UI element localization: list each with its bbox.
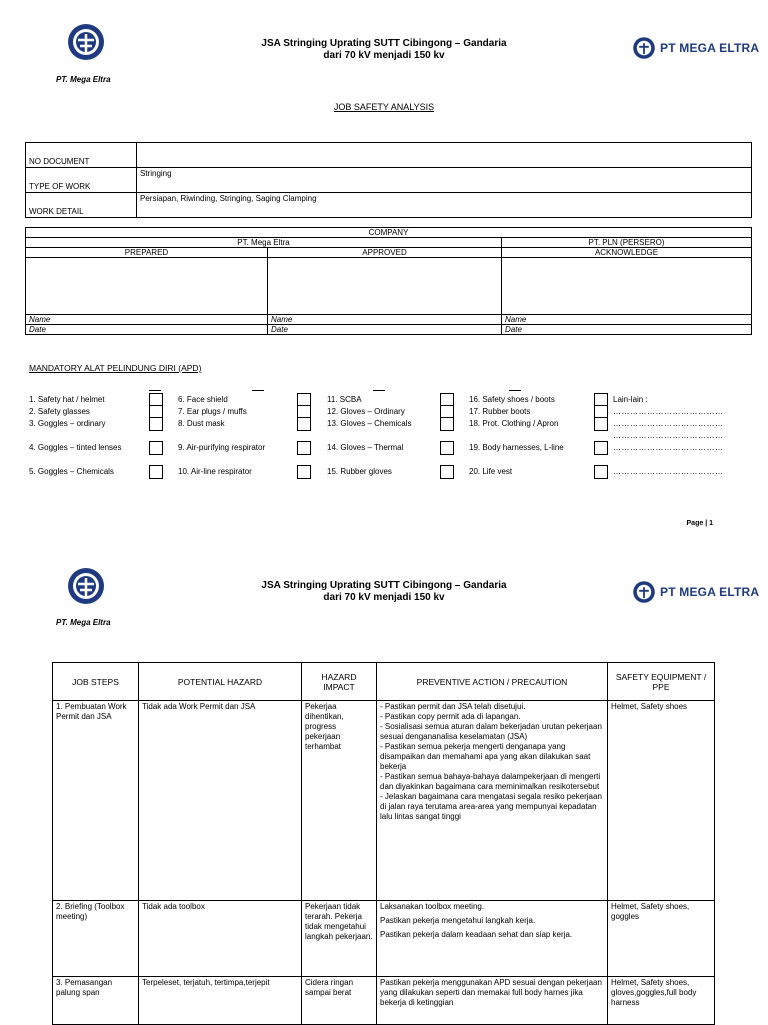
acknowledge-label: ACKNOWLEDGE	[502, 248, 752, 258]
apd-checkbox[interactable]	[440, 417, 454, 431]
info-label: WORK DETAIL	[26, 193, 137, 218]
document-title: JOB SAFETY ANALYSIS	[333, 102, 435, 112]
preventive-action: - Pastikan permit dan JSA telah disetujui. - Pastikan copy permit ada di lapangan. - Sosialisasi semua aturan dalam bekerjadan urutan pekerjaan sesuai dengananalisa keselamatan (JSA) - Pastikan semua pekerja mengerti denganapa yang disampaikan dan memahami apa yang akan dilakukan saat bekerja - Pastikan semua bahaya-bahaya dalampekerjaan di mengerti dan diyakinkan bagaimana cara meminimalkan resikotersebut - Jelaskan bagaimana cara mengatasi segala resiko pekerjaan di jalan raya terutama area-area yang mempunyai kepadatan lalu lintas sangat tinggi	[377, 701, 608, 901]
info-value: Stringing	[137, 168, 752, 193]
apd-other-line[interactable]: …………………………………	[613, 407, 724, 416]
apd-other-line[interactable]: …………………………………	[613, 443, 724, 452]
apd-item: 13. Gloves – Chemicals	[327, 419, 412, 428]
job-step: 3. Pemasangan palung span	[53, 977, 139, 1025]
apd-item: 19. Body harnesses, L-line	[469, 443, 564, 452]
apd-item: 1. Safety hat / helmet	[29, 395, 105, 404]
page-title: JSA Stringing Uprating SUTT Cibingong – Gandaria dari 70 kV menjadi 150 kv	[261, 38, 507, 61]
apd-checkbox[interactable]	[149, 465, 163, 479]
ppe: Helmet, Safety shoes	[608, 701, 715, 901]
left-company: PT. Mega Eltra	[26, 238, 502, 248]
ppe: Helmet, Safety shoes, gloves,goggles,full body harness	[608, 977, 715, 1025]
apd-checkbox[interactable]	[440, 441, 454, 455]
acknowledge-name: Name	[502, 315, 752, 325]
apd-other-line[interactable]: …………………………………	[613, 467, 724, 476]
preventive-action: Laksanakan toolbox meeting. Pastikan pekerja mengetahui langkah kerja. Pastikan pekerja dalam keadaan sehat dan siap kerja.	[377, 901, 608, 977]
info-label: TYPE OF WORK	[26, 168, 137, 193]
apd-item: 14. Gloves – Thermal	[327, 443, 404, 452]
apd-other-line[interactable]: …………………………………	[613, 431, 724, 440]
apd-item: 2. Safety glasses	[29, 407, 90, 416]
apd-title: MANDATORY ALAT PELINDUNG DIRI (APD)	[29, 363, 202, 373]
apd-checkbox[interactable]	[297, 441, 311, 455]
table-row	[53, 901, 715, 977]
jsa-table	[52, 662, 715, 1025]
ppe: Helmet, Safety shoes, goggles	[608, 901, 715, 977]
info-row-type	[26, 168, 752, 193]
potential-hazard: Tidak ada Work Permit dan JSA	[139, 701, 302, 901]
apd-item: 8. Dust mask	[178, 419, 225, 428]
company-caption: PT. Mega Eltra	[56, 618, 111, 627]
apd-checkbox[interactable]	[594, 465, 608, 479]
job-step: 2. Briefing (Toolbox meeting)	[53, 901, 139, 977]
hazard-impact: Pekerjaan tidak terarah. Pekerja tidak mengetahui langkah pekerjaan.	[302, 901, 377, 977]
approved-signature[interactable]	[268, 258, 502, 315]
preventive-action: Pastikan pekerja menggunakan APD sesuai dengan pekerjaan yang dilakukan seperti dan memakai full body harnes jika bekerja di ketinggian	[377, 977, 608, 1025]
col-header: POTENTIAL HAZARD	[139, 663, 302, 701]
apd-item: 18. Prot. Clothing / Apron	[469, 419, 559, 428]
apd-item: 11. SCBA	[327, 395, 362, 404]
apd-item: 6. Face shield	[178, 395, 228, 404]
company-caption: PT. Mega Eltra	[56, 75, 111, 84]
apd-item: 17. Rubber boots	[469, 407, 531, 416]
approved-date: Date	[268, 325, 502, 335]
approved-label: APPROVED	[268, 248, 502, 258]
apd-item: 10. Air-line respirator	[178, 467, 252, 476]
table-row	[53, 977, 715, 1025]
apd-item: 4. Goggles – tinted lenses	[29, 443, 122, 452]
prepared-date: Date	[26, 325, 268, 335]
acknowledge-signature[interactable]	[502, 258, 752, 315]
hazard-impact: Cidera ringan sampai berat	[302, 977, 377, 1025]
right-company: PT. PLN (PERSERO)	[502, 238, 752, 248]
page-title: JSA Stringing Uprating SUTT Cibingong – Gandaria dari 70 kV menjadi 150 kv	[261, 580, 507, 603]
info-value	[137, 143, 752, 168]
apd-checkbox[interactable]	[594, 441, 608, 455]
apd-item: 20. Life vest	[469, 467, 513, 476]
apd-checkbox[interactable]	[149, 417, 163, 431]
apd-other-label: Lain-lain :	[613, 395, 648, 404]
apd-item: 16. Safety shoes / boots	[469, 395, 555, 404]
apd-item: 3. Goggles – ordinary	[29, 419, 106, 428]
col-header: SAFETY EQUIPMENT / PPE	[608, 663, 715, 701]
potential-hazard: Terpeleset, terjatuh, tertimpa,terjepit	[139, 977, 302, 1025]
apd-other-line[interactable]: …………………………………	[613, 419, 724, 428]
col-header: JOB STEPS	[53, 663, 139, 701]
signoff-table	[25, 227, 752, 335]
apd-checkbox[interactable]	[440, 465, 454, 479]
table-row	[53, 701, 715, 901]
col-header: HAZARD IMPACT	[302, 663, 377, 701]
job-step: 1. Pembuatan Work Permit dan JSA	[53, 701, 139, 901]
prepared-signature[interactable]	[26, 258, 268, 315]
brand-logo: PT MEGA ELTRA	[632, 36, 759, 60]
company-label: COMPANY	[26, 228, 752, 238]
page-number: Page | 1	[686, 520, 713, 527]
acknowledge-date: Date	[502, 325, 752, 335]
col-header: PREVENTIVE ACTION / PRECAUTION	[377, 663, 608, 701]
apd-item: 7. Ear plugs / muffs	[178, 407, 247, 416]
info-row-detail	[26, 193, 752, 218]
apd-checkbox[interactable]	[297, 465, 311, 479]
apd-item: 12. Gloves – Ordinary	[327, 407, 405, 416]
apd-item: 5. Goggles – Chemicals	[29, 467, 114, 476]
apd-item: 15. Rubber gloves	[327, 467, 392, 476]
document-info-table	[25, 142, 752, 218]
brand-mark-icon	[632, 580, 656, 604]
apd-checkbox[interactable]	[297, 417, 311, 431]
table-header-row	[53, 663, 715, 701]
brand-mark-icon	[632, 36, 656, 60]
potential-hazard: Tidak ada toolbox	[139, 901, 302, 977]
apd-checkbox[interactable]	[149, 441, 163, 455]
info-label: NO DOCUMENT	[26, 143, 137, 168]
brand-logo: PT MEGA ELTRA	[632, 580, 759, 604]
info-value: Persiapan, Riwinding, Stringing, Saging Clamping	[137, 193, 752, 218]
info-row-document	[26, 143, 752, 168]
prepared-label: PREPARED	[26, 248, 268, 258]
hazard-impact: Pekerjaa dihentikan, progress pekerjaan terhambat	[302, 701, 377, 901]
apd-item: 9. Air-purifying respirator	[178, 443, 266, 452]
apd-checkbox[interactable]	[594, 417, 608, 431]
approved-name: Name	[268, 315, 502, 325]
prepared-name: Name	[26, 315, 268, 325]
